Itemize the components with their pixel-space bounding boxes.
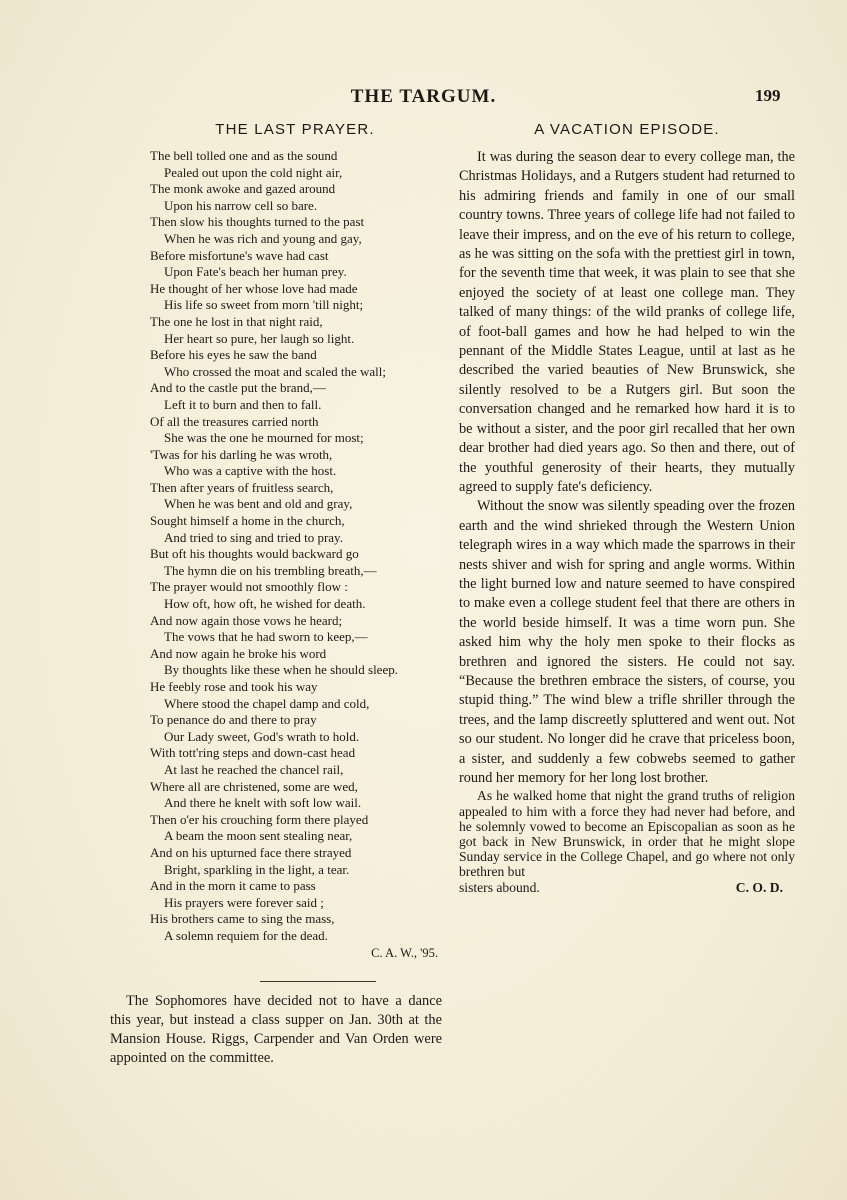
poem-line: The monk awoke and gazed around — [150, 181, 336, 197]
poem-line: How oft, how oft, he wished for death. — [164, 596, 366, 612]
article-paragraph-2: Without the snow was silently speading over the frozen earth and the wind shrieked through the Western Union telegraph wires in a way which made the sparrows in their nests shiver and wish for spring and angle worms. Within the light burned low and nature seemed to have conspired to make even a college student feel that there are others in the world beside himself. It was a time worn pun. She asked him why the holy men spoke to their flocks as brethren and ignored the sisters. He could not say. “Because the brethren embrace the sisters, of course, you stupid thing.” The wind blew a trifle shriller through the trees, and the lamp discreetly spluttered and went out. Not so our student. No longer did he crave that priceless boon, a sister, and suddenly a few cobwebs seemed to gather round her memory for her long lost brother. — [459, 498, 795, 786]
right-column — [459, 120, 795, 895]
poem-line: And now again he broke his word — [150, 645, 327, 661]
poem-line: At last he reached the chancel rail, — [164, 761, 344, 777]
poem-lines — [110, 148, 450, 945]
poem-line: A beam the moon sent stealing near, — [164, 828, 353, 844]
poem-line: Pealed out upon the cold night air, — [164, 164, 343, 180]
poem-signature: C. A. W., '95. — [371, 945, 438, 960]
poem-line: And in the morn it came to pass — [150, 878, 316, 894]
poem-line: The one he lost in that night raid, — [150, 313, 323, 329]
page-number: 199 — [755, 86, 781, 105]
poem-line: Upon his narrow cell so bare. — [164, 197, 318, 213]
poem-line: The hymn die on his trembling breath,— — [164, 562, 377, 578]
poem-line: Left it to burn and then to fall. — [164, 396, 322, 412]
poem-line: But oft his thoughts would backward go — [150, 546, 359, 562]
poem-line: Before his eyes he saw the band — [150, 347, 317, 363]
poem-line: His life so sweet from morn 'till night; — [164, 297, 364, 313]
poem-line: By thoughts like these when he should sleep. — [164, 662, 398, 678]
poem-line: The vows that he had sworn to keep,— — [164, 629, 368, 645]
running-title: THE TARGUM. — [350, 86, 497, 107]
poem-line: With tott'ring steps and down-cast head — [150, 745, 356, 761]
poem-line: When he was bent and old and gray, — [164, 496, 353, 512]
article-signature: C. O. D. — [735, 879, 783, 895]
article-final-line: sisters abound. — [459, 879, 540, 895]
poem-line: When he was rich and young and gay, — [164, 230, 362, 246]
article-body — [459, 148, 795, 895]
poem-line: Sought himself a home in the church, — [150, 513, 345, 529]
poem-line: The prayer would not smoothly flow : — [150, 579, 348, 595]
article-paragraph-1: It was during the season dear to every college man, the Christmas Holidays, and a Rutgers student had returned to his admiring friends and family in one of our small country towns. Three years of college life had not failed to leave their impress, and on the eve of his return to college, as he was sitting on the sofa with the prettiest girl in town, for the seventh time that week, it was plain to see that she enjoyed the society of at least one college man. They talked of many things: of the wild pranks of college life, of foot-ball games and how he had helped to win the pennant of the Middle States League, until at last as he described the varied beauties of New Brunswick, she silently resolved to be a Rutgers girl. But soon the conversation changed and he remarked how hard it is to be without a sister, and the poor girl recalled that her own dear brother had died years ago. So then and there, out of the youthful generosity of their hearts, they mutually agreed to supply fate's deficiency. — [459, 149, 795, 495]
poem-line: Who crossed the moat and scaled the wall; — [164, 363, 387, 379]
poem-line: The bell tolled one and as the sound — [150, 148, 338, 163]
poem-line: He thought of her whose love had made — [150, 280, 358, 296]
poem-line: And to the castle put the brand,— — [150, 380, 326, 396]
poem-line: Then o'er his crouching form there played — [150, 811, 369, 827]
poem-line: Her heart so pure, her laugh so light. — [164, 330, 355, 346]
poem-line: Bright, sparkling in the light, a tear. — [164, 861, 350, 877]
article-paragraph-3: As he walked home that night the grand truths of religion appealed to him with a force they had never had before, and he solemnly vowed to become an Episcopalian as soon as he got back in New Brunswick, in order that he might slope Sunday service in the College Chapel, and go where not only brethren but — [459, 788, 795, 880]
poem-line: Upon Fate's beach her human prey. — [164, 264, 347, 280]
poem-line: His prayers were forever said ; — [164, 894, 324, 910]
left-column — [110, 120, 450, 1068]
poem-line: Of all the treasures carried north — [150, 413, 319, 429]
class-notice-text: The Sophomores have decided not to have a dance this year, but instead a class supper on Jan. 30th at the Mansion House. Riggs, Carpender and Van Orden were appointed on the committee. — [110, 992, 442, 1066]
poem-line: A solemn requiem for the dead. — [164, 927, 328, 943]
poem-line: He feebly rose and took his way — [150, 679, 318, 694]
poem-line: Who was a captive with the host. — [164, 463, 337, 479]
article-closing — [459, 880, 795, 895]
poem-title: THE LAST PRAYER. — [215, 121, 375, 138]
poem-line: Our Lady sweet, God's wrath to hold. — [164, 728, 360, 744]
poem-line: His brothers came to sing the mass, — [150, 911, 335, 927]
article-title: A VACATION EPISODE. — [534, 121, 720, 138]
poem-line: To penance do and there to pray — [150, 712, 317, 728]
poem-line: Where stood the chapel damp and cold, — [164, 695, 370, 711]
running-head — [0, 86, 847, 110]
class-notice — [110, 992, 442, 1068]
poem-line: Where all are christened, some are wed, — [150, 778, 358, 794]
poem-line: And tried to sing and tried to pray. — [164, 529, 343, 545]
poem-line: Then after years of fruitless search, — [150, 479, 334, 495]
poem-line: And there he knelt with soft low wail. — [164, 795, 362, 811]
poem-line: Before misfortune's wave had cast — [150, 247, 329, 263]
poem-line: She was the one he mourned for most; — [164, 430, 364, 446]
section-divider — [260, 981, 376, 982]
poem-line: And now again those vows he heard; — [150, 612, 343, 628]
poem-line: 'Twas for his darling he was wroth, — [150, 446, 333, 462]
poem-line: Then slow his thoughts turned to the past — [150, 214, 365, 230]
poem-line: And on his upturned face there strayed — [150, 844, 352, 860]
